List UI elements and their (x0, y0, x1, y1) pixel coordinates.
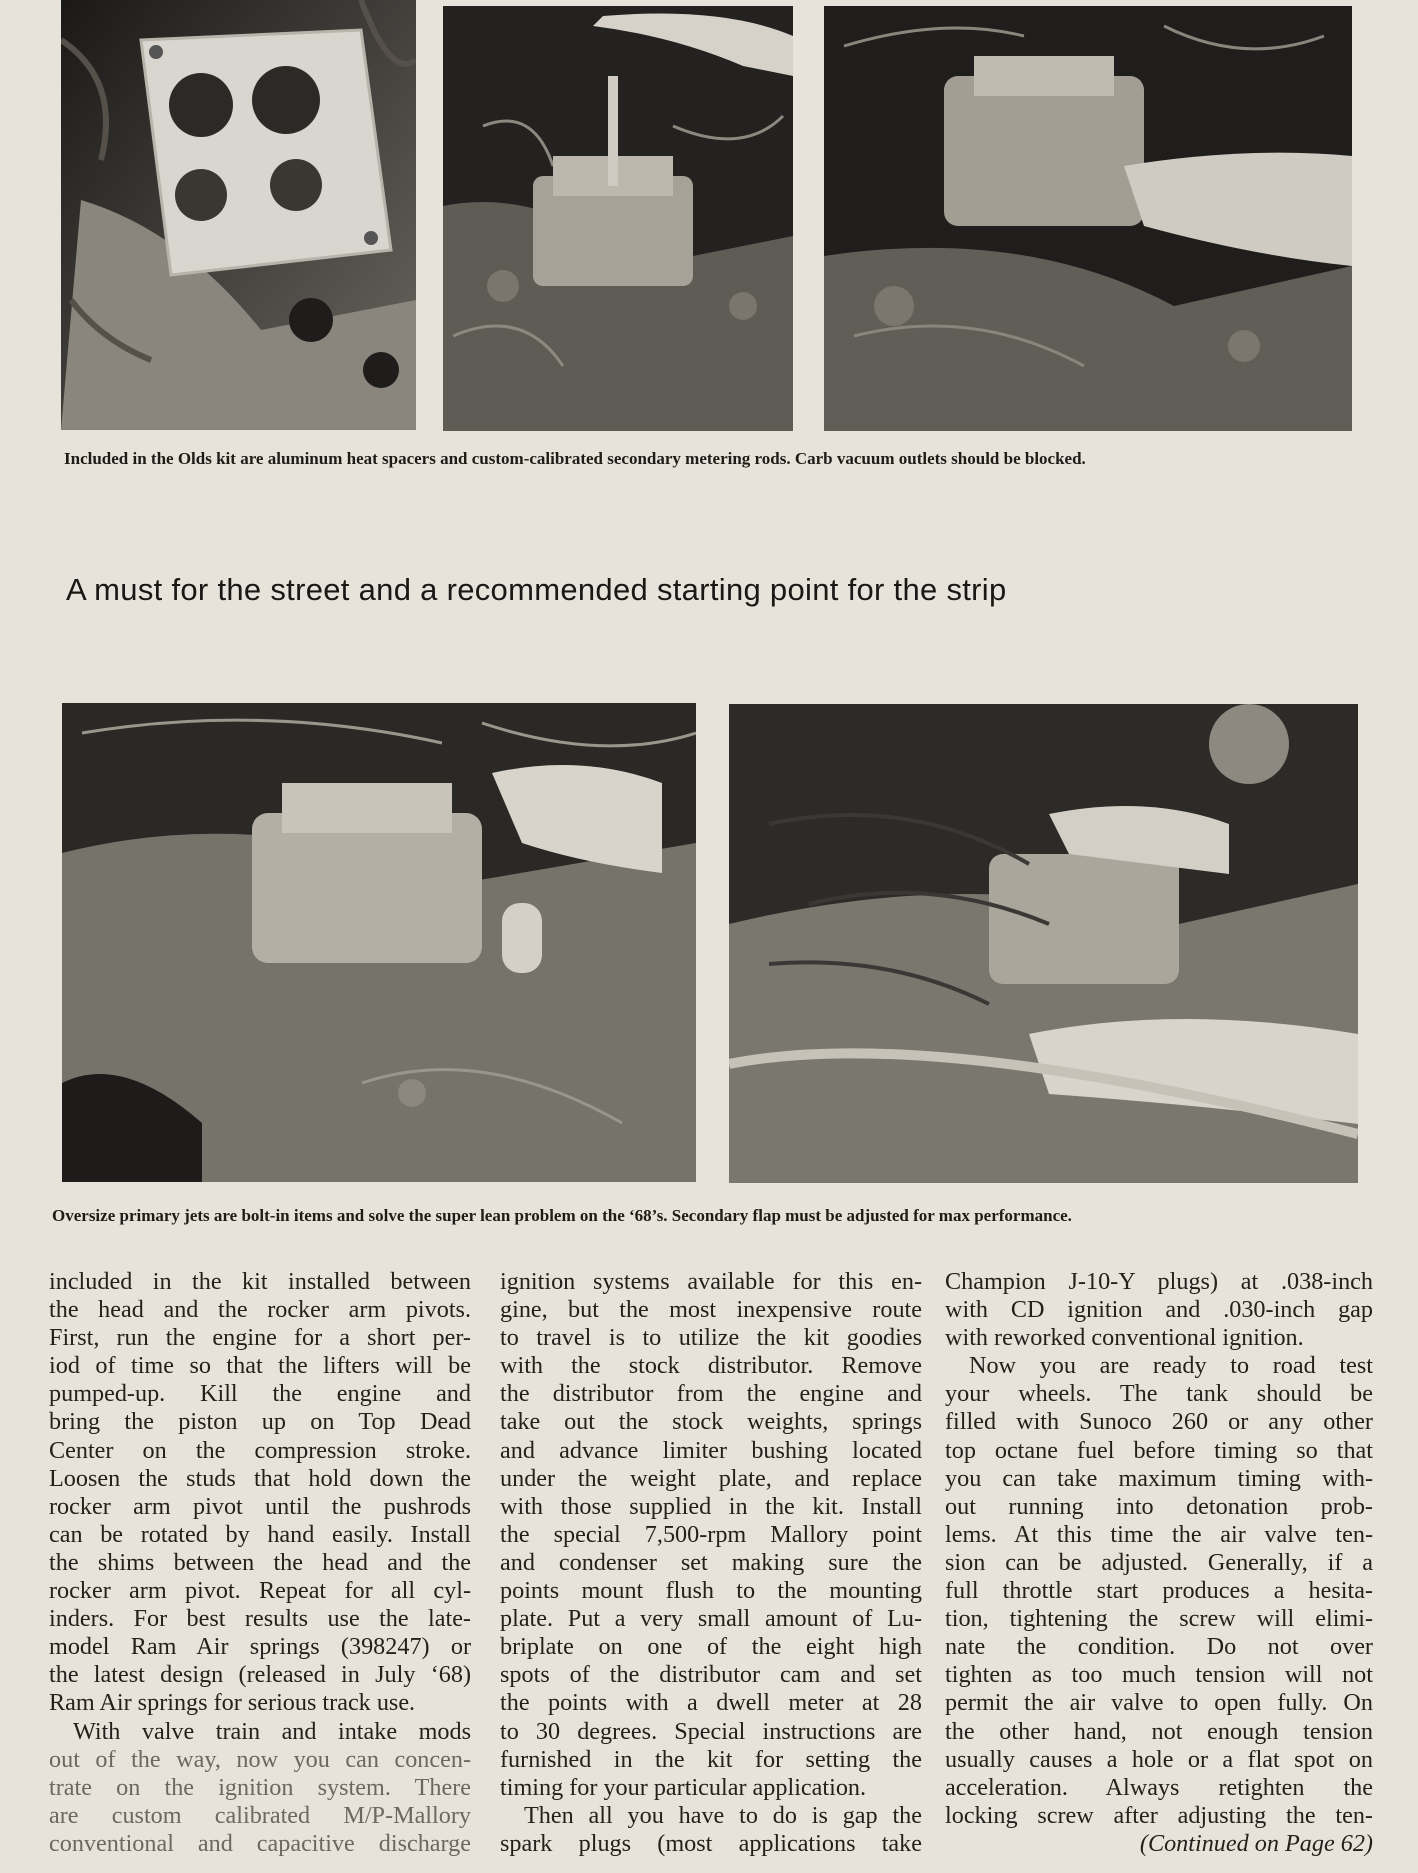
text-line: bring the piston up on Top Dead (49, 1408, 471, 1436)
text-line: iod of time so that the lifters will be (49, 1352, 471, 1380)
middle-photo-caption: Oversize primary jets are bolt-in items and solve the super lean problem on the ‘68’s. Secondary flap must be adjusted for max performance. (52, 1206, 1072, 1225)
text-line: plate. Put a very small amount of Lu- (500, 1605, 922, 1633)
text-line: out running into detonation prob- (945, 1492, 1373, 1520)
text-line: inders. For best results use the late- (49, 1605, 471, 1633)
text-line: tion, tightening the screw will elimi- (945, 1605, 1373, 1633)
top-photo-caption: Included in the Olds kit are aluminum heat spacers and custom-calibrated secondary metering rods. Carb vacuum outlets should be blocked. (64, 449, 1086, 468)
text-line: tighten as too much tension will not (945, 1661, 1373, 1689)
text-line: With valve train and intake mods (73, 1717, 471, 1745)
text-line: with CD ignition and .030-inch gap (945, 1296, 1373, 1324)
heat-spacer-photo (61, 0, 416, 430)
text-line: take out the stock weights, springs (500, 1408, 922, 1436)
text-line: First, run the engine for a short per- (49, 1324, 471, 1352)
text-line: pumped-up. Kill the engine and (49, 1380, 471, 1408)
text-line: under the weight plate, and replace (500, 1464, 922, 1492)
text-line: the distributor from the engine and (500, 1380, 922, 1408)
text-line: the special 7,500-rpm Mallory point (500, 1520, 922, 1548)
text-line: Center on the compression stroke. (49, 1436, 471, 1464)
text-line: can be rotated by hand easily. Install (49, 1520, 471, 1548)
text-line: model Ram Air springs (398247) or (49, 1633, 471, 1661)
text-line: lems. At this time the air valve ten- (945, 1520, 1373, 1548)
text-line: ignition systems available for this en- (500, 1268, 922, 1295)
article-column-2 (500, 1268, 922, 1858)
carburetor-wrench-photo (443, 6, 793, 431)
text-line: spots of the distributor cam and set (500, 1661, 922, 1689)
text-line: with the stock distributor. Remove (500, 1352, 922, 1380)
text-line: included in the kit installed between (49, 1268, 471, 1295)
text-line: acceleration. Always retighten the (945, 1773, 1373, 1801)
article-column-1 (49, 1268, 471, 1858)
text-line: Ram Air springs for serious track use. (49, 1689, 416, 1717)
text-line: usually causes a hole or a flat spot on (945, 1745, 1373, 1773)
text-line: nate the condition. Do not over (945, 1633, 1373, 1661)
text-line: the latest design (released in July ‘68) (49, 1661, 471, 1689)
text-line: your wheels. The tank should be (945, 1380, 1373, 1408)
text-line: out of the way, now you can concen- (49, 1745, 471, 1773)
text-line: to 30 degrees. Special instructions are (500, 1717, 922, 1745)
text-line: the head and the rocker arm pivots. (49, 1296, 471, 1324)
text-line: with reworked conventional ignition. (945, 1324, 1304, 1352)
text-line: and condenser set making sure the (500, 1548, 922, 1576)
text-line: conventional and capacitive discharge (49, 1829, 471, 1857)
text-line: rocker arm pivot until the pushrods (49, 1492, 471, 1520)
text-line: top octane fuel before timing so that (945, 1436, 1373, 1464)
text-line: points mount flush to the mounting (500, 1577, 922, 1605)
text-line: with those supplied in the kit. Install (500, 1492, 922, 1520)
text-line: full throttle start produces a hesita- (945, 1577, 1373, 1605)
text-line: the shims between the head and the (49, 1548, 471, 1576)
text-line: Then all you have to do is gap the (524, 1801, 922, 1829)
text-line: rocker arm pivot. Repeat for all cyl- (49, 1577, 471, 1605)
text-line: the other hand, not enough tension (945, 1717, 1373, 1745)
text-line: spark plugs (most applications take (500, 1829, 922, 1857)
text-line: to travel is to utilize the kit goodies (500, 1324, 922, 1352)
text-line: briplate on one of the eight high (500, 1633, 922, 1661)
text-line: Now you are ready to road test (969, 1352, 1373, 1380)
text-line: the points with a dwell meter at 28 (500, 1689, 922, 1717)
text-line: you can take maximum timing with- (945, 1464, 1373, 1492)
text-line: gine, but the most inexpensive route (500, 1296, 922, 1324)
text-line: and advance limiter bushing located (500, 1436, 922, 1464)
text-line: furnished in the kit for setting the (500, 1745, 922, 1773)
text-line: timing for your particular application. (500, 1773, 867, 1801)
text-line: Champion J-10-Y plugs) at .038-inch (945, 1268, 1373, 1295)
aluminum-heat-spacer (141, 30, 391, 275)
text-line: are custom calibrated M/P-Mallory (49, 1801, 471, 1829)
secondary-flap-photo (729, 704, 1358, 1183)
primary-jets-photo (62, 703, 696, 1182)
text-line: Loosen the studs that hold down the (49, 1464, 471, 1492)
text-line: trate on the ignition system. There (49, 1773, 471, 1801)
metering-rods-photo (824, 6, 1352, 431)
continued-note: (Continued on Page 62) (1139, 1829, 1373, 1857)
text-line: permit the air valve to open fully. On (945, 1689, 1373, 1717)
article-column-3 (945, 1268, 1373, 1858)
article-headline: A must for the street and a recommended starting point for the strip (66, 572, 1007, 607)
text-line: sion can be adjusted. Generally, if a (945, 1548, 1373, 1576)
text-line: locking screw after adjusting the ten- (945, 1801, 1373, 1829)
text-line: filled with Sunoco 260 or any other (945, 1408, 1373, 1436)
